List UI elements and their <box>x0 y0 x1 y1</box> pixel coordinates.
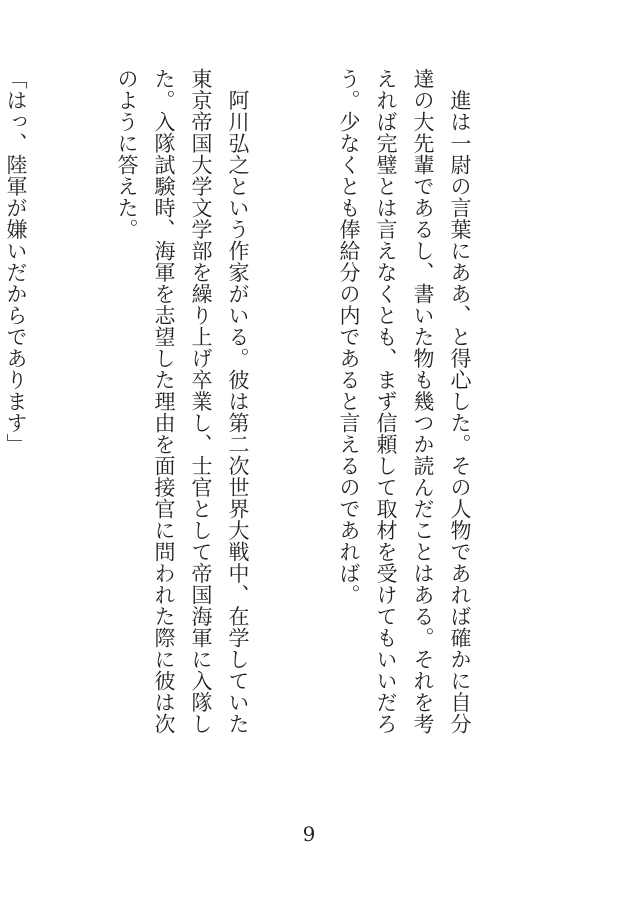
vertical-text-body <box>4 68 552 748</box>
page-number: 9 <box>302 822 316 846</box>
paragraph-1: 進は一尉の言葉にああ、と得心した。その人物であれば確かに自分達の大先輩であるし、書いた物も幾つか読んだことはある。それを考えれば完璧とは言えなくとも、まず信頼して取材を受けてもいいだろう。少なくとも俸給分の内であると言えるのであれば。 <box>337 68 472 735</box>
paragraph-3-quote: 「はっ、陸軍が嫌いだからであります」 <box>4 68 28 455</box>
paragraph-2: 阿川弘之という作家がいる。彼は第二次世界大戦中、在学していた東京帝国大学文学部を繰り上げ卒業し、士官として帝国海軍に入隊した。入隊試験時、海軍を志望した理由を面接官に問われた際に彼は次のように答えた。 <box>115 68 250 735</box>
